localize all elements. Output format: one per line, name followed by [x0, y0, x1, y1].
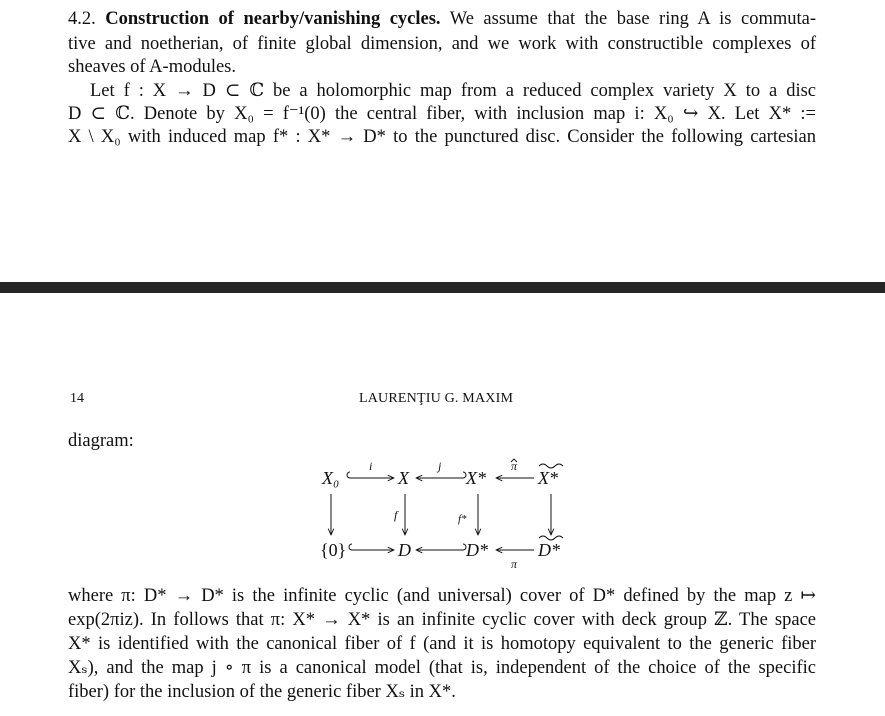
paragraph-line-10: Xₛ), and the map j ∘ π is a canonical model (that is, independent of the choice of the specific [68, 658, 816, 678]
label-f: f [394, 508, 398, 522]
paragraph-line-3: sheaves of A-modules. [68, 57, 237, 77]
node-X0: X₀ [322, 468, 340, 488]
section-number: 4.2. [68, 9, 96, 29]
node-Xstar: X* [466, 468, 486, 488]
section-title: Construction of nearby/vanishing cycles. [105, 9, 441, 29]
paragraph-line-11: fiber) for the inclusion of the generic fiber Xₛ in X*. [68, 682, 456, 702]
node-Xstar-tilde: X* [538, 468, 558, 488]
label-f-star: f* [458, 513, 467, 525]
running-head: LAURENŢIU G. MAXIM [359, 391, 514, 406]
label-j: j [438, 459, 442, 473]
node-Dstar-tilde: D* [538, 540, 560, 560]
paragraph-line-5: D ⊂ ℂ. Denote by X₀ = f⁻¹(0) the central fiber, with inclusion map i: X₀ ↪ X. Let X* := [68, 104, 816, 124]
arrow-zero-D [349, 544, 394, 550]
node-X: X [398, 468, 409, 488]
paragraph-line-6: X \ X₀ with induced map f* : X* → D* to the punctured disc. Consider the following cartesian [68, 127, 816, 147]
node-Dstar: D* [466, 540, 488, 560]
label-i: i [369, 459, 373, 473]
intro-word: diagram: [68, 431, 134, 451]
node-zero: {0} [320, 540, 347, 560]
paragraph-line-4: Let f : X → D ⊂ ℂ be a holomorphic map from a reduced complex variety X to a disc [90, 81, 816, 101]
page-number: 14 [70, 391, 84, 406]
paragraph-line-7: where π: D* → D* is the infinite cyclic (and universal) cover of D* defined by the map z ↦ [68, 586, 816, 606]
paragraph-line-8: exp(2πiz). In follows that π: X* → X* is an infinite cyclic cover with deck group ℤ. The space [68, 610, 816, 630]
arrow-Dstar-D [416, 544, 466, 550]
paragraph-line-9: X* is identified with the canonical fiber of f (and it is homotopy equivalent to the generic fiber [68, 634, 816, 654]
paragraph-line-2: tive and noetherian, of finite global dimension, and we work with constructible complexes of [68, 34, 816, 54]
label-pi-hat: π [511, 459, 518, 473]
node-D: D [398, 540, 411, 560]
label-pi: π [511, 557, 518, 571]
paragraph-line-1: 4.2. Construction of nearby/vanishing cycles. We assume that the base ring A is commuta- [68, 9, 817, 29]
